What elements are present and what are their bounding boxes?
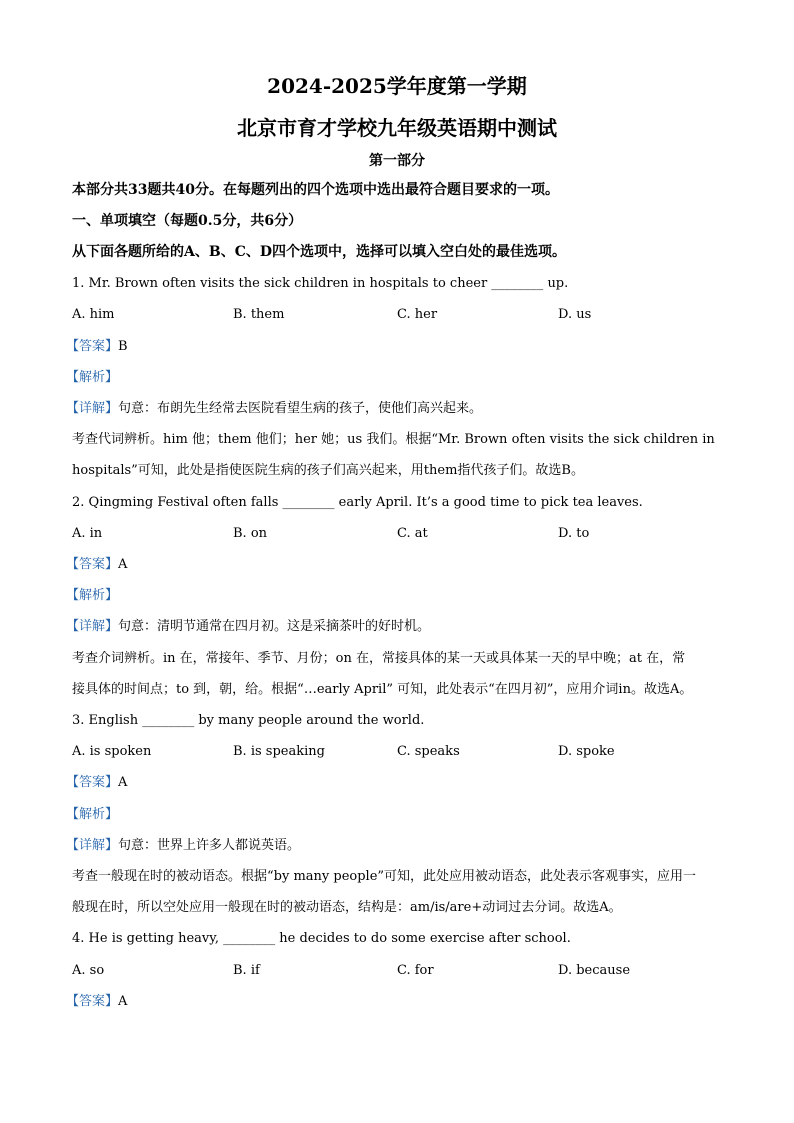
detail-text: 句意：清明节通常在四月初。这是采摘茶叶的好时机。 — [118, 619, 431, 634]
question-1-option-b: B. them — [233, 307, 285, 322]
question-1-explain-1: 考查代词辨析。him 他；them 他们；her 她；us 我们。根据“Mr. Brown often visits the sick children in — [72, 432, 715, 447]
question-2-explain-2: 接具体的时间点；to 到，朝，给。根据“…early April” 可知，此处表示“在四月初”，应用介词in。故选A。 — [72, 682, 693, 697]
question-3-option-d: D. spoke — [558, 744, 615, 759]
question-3-answer — [66, 774, 127, 792]
question-2-analysis — [66, 587, 118, 605]
question-4-answer — [66, 993, 127, 1011]
detail-label: 【详解】 — [66, 401, 119, 416]
question-2-option-a: A. in — [72, 526, 103, 541]
question-1-detail — [66, 400, 482, 418]
answer-label: 【答案】 — [66, 775, 119, 790]
question-3-option-b: B. is speaking — [233, 744, 325, 759]
detail-text: 句意：布朗先生经常去医院看望生病的孩子，使他们高兴起来。 — [118, 401, 483, 416]
question-3-detail — [66, 837, 300, 855]
question-2-option-b: B. on — [233, 526, 268, 541]
detail-text: 句意：世界上许多人都说英语。 — [118, 838, 301, 853]
question-4-stem: 4. He is getting heavy, ________ he decides to do some exercise after school. — [72, 931, 571, 946]
exam-title: 北京市育才学校九年级英语期中测试 — [237, 116, 557, 140]
question-3-analysis — [66, 806, 118, 824]
question-1-option-a: A. him — [72, 307, 115, 322]
year-term-title: 2024-2025学年度第一学期 — [267, 74, 527, 98]
answer-label: 【答案】 — [66, 339, 119, 354]
analysis-label: 【解析】 — [66, 588, 119, 603]
question-1-stem: 1. Mr. Brown often visits the sick children in hospitals to cheer ________ up. — [72, 276, 569, 291]
answer-label: 【答案】 — [66, 557, 119, 572]
instructions-intro: 本部分共33题共40分。在每题列出的四个选项中选出最符合题目要求的一项。 — [72, 182, 559, 198]
answer-value: A — [118, 994, 128, 1009]
question-3-stem: 3. English ________ by many people around the world. — [72, 713, 425, 728]
question-1-answer — [66, 338, 128, 356]
question-4-option-a: A. so — [72, 963, 105, 978]
question-4-option-c: C. for — [397, 963, 434, 978]
section-direction: 从下面各题所给的A、B、C、D四个选项中，选择可以填入空白处的最佳选项。 — [72, 244, 566, 260]
analysis-label: 【解析】 — [66, 370, 119, 385]
part-title: 第一部分 — [369, 153, 425, 169]
question-1-explain-2: hospitals”可知，此处是指使医院生病的孩子们高兴起来，用them指代孩子们。故选B。 — [72, 463, 584, 478]
question-2-detail — [66, 618, 430, 636]
detail-label: 【详解】 — [66, 619, 119, 634]
question-2-option-d: D. to — [558, 526, 590, 541]
question-3-option-c: C. speaks — [397, 744, 460, 759]
answer-value: B — [118, 339, 128, 354]
section-heading: 一、单项填空（每题0.5分，共6分） — [72, 213, 303, 229]
question-3-explain-2: 般现在时，所以空处应用一般现在时的被动语态，结构是：am/is/are+动词过去分词。故选A。 — [72, 900, 622, 915]
question-1-analysis — [66, 369, 118, 387]
question-4-option-d: D. because — [558, 963, 631, 978]
answer-value: A — [118, 775, 128, 790]
question-1-option-c: C. her — [397, 307, 438, 322]
question-3-explain-1: 考查一般现在时的被动语态。根据“by many people”可知，此处应用被动语态，此处表示客观事实，应用一 — [72, 869, 697, 884]
question-2-explain-1: 考查介词辨析。in 在，常接年、季节、月份；on 在，常接具体的某一天或具体某一天的早中晚；at 在，常 — [72, 651, 686, 666]
question-4-option-b: B. if — [233, 963, 260, 978]
question-2-option-c: C. at — [397, 526, 428, 541]
answer-value: A — [118, 557, 128, 572]
question-3-option-a: A. is spoken — [72, 744, 152, 759]
analysis-label: 【解析】 — [66, 807, 119, 822]
question-2-answer — [66, 556, 127, 574]
detail-label: 【详解】 — [66, 838, 119, 853]
answer-label: 【答案】 — [66, 994, 119, 1009]
question-2-stem: 2. Qingming Festival often falls ________ early April. It’s a good time to pick tea leaves. — [72, 495, 643, 510]
question-1-option-d: D. us — [558, 307, 592, 322]
